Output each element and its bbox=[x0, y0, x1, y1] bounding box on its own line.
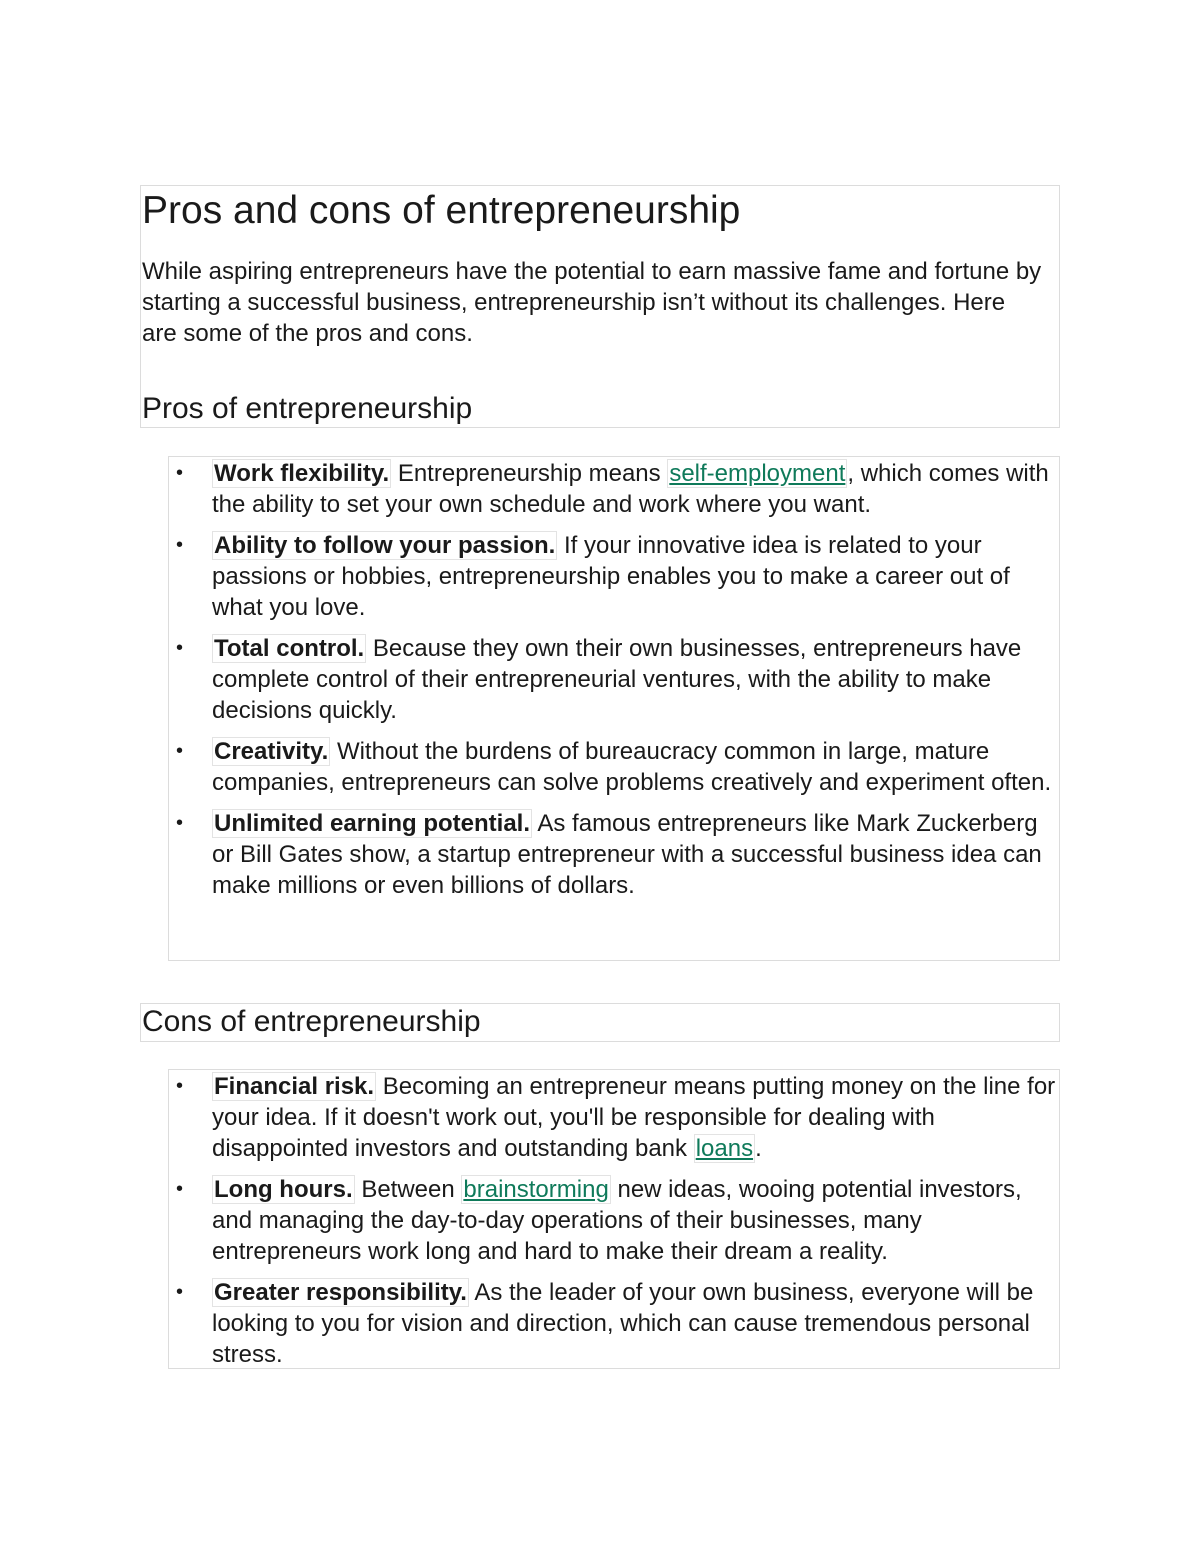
list-item bbox=[172, 458, 1060, 520]
item-text: Becoming an entrepreneur means putting money on the line for your idea. If it doesn't work out, you'll be responsible for dealing with disappointed investors and outstanding bank bbox=[212, 1073, 1056, 1162]
item-text: As famous entrepreneurs like Mark Zuckerberg or Bill Gates show, a startup entrepreneur with a successful business idea can make millions or even billions of dollars. bbox=[212, 810, 1042, 899]
item-term: Greater responsibility. bbox=[214, 1279, 467, 1306]
list-item bbox=[172, 808, 1060, 901]
bullet-icon: • bbox=[176, 637, 184, 659]
item-term: Work flexibility. bbox=[214, 460, 390, 487]
list-item bbox=[172, 633, 1060, 726]
cons-list bbox=[172, 1071, 1060, 1380]
intro-paragraph: While aspiring entrepreneurs have the potential to earn massive fame and fortune by starting a successful business, entrepreneurship isn’t without its challenges. Here are some of the pros and cons. bbox=[142, 258, 1042, 347]
list-item bbox=[172, 1071, 1060, 1164]
list-item bbox=[172, 1277, 1060, 1370]
brainstorming-link[interactable]: brainstorming bbox=[463, 1176, 609, 1203]
item-text: Between bbox=[354, 1176, 462, 1203]
item-text: Because they own their own businesses, entrepreneurs have complete control of their entrepreneurial ventures, with the ability to make decisions quickly. bbox=[212, 635, 1022, 724]
bullet-icon: • bbox=[176, 534, 184, 556]
bullet-icon: • bbox=[176, 1075, 184, 1097]
item-term: Creativity. bbox=[214, 738, 329, 765]
list-item bbox=[172, 530, 1060, 623]
list-item bbox=[172, 1174, 1060, 1267]
item-term: Ability to follow your passion. bbox=[214, 532, 556, 559]
bullet-icon: • bbox=[176, 740, 184, 762]
item-term: Unlimited earning potential. bbox=[214, 810, 531, 837]
self-employment-link[interactable]: self-employment bbox=[669, 460, 846, 487]
bullet-icon: • bbox=[176, 462, 184, 484]
item-text: If your innovative idea is related to your passions or hobbies, entrepreneurship enables you to make a career out of what you love. bbox=[212, 532, 1010, 621]
item-term: Total control. bbox=[214, 635, 365, 662]
list-item bbox=[172, 736, 1060, 798]
loans-link[interactable]: loans bbox=[695, 1135, 754, 1162]
pros-list bbox=[172, 458, 1060, 911]
item-term: Financial risk. bbox=[214, 1073, 375, 1100]
item-text: Without the burdens of bureaucracy common in large, mature companies, entrepreneurs can solve problems creatively and experiment often. bbox=[212, 738, 1052, 796]
item-term: Long hours. bbox=[214, 1176, 353, 1203]
bullet-icon: • bbox=[176, 1281, 184, 1303]
bullet-icon: • bbox=[176, 1178, 184, 1200]
bullet-icon: • bbox=[176, 812, 184, 834]
item-text: , which comes with the ability to set your own schedule and work where you want. bbox=[212, 460, 1049, 518]
item-text: . bbox=[755, 1135, 762, 1162]
item-text: Entrepreneurship means bbox=[391, 460, 668, 487]
item-text: new ideas, wooing potential investors, and managing the day-to-day operations of their businesses, many entrepreneurs work long and hard to make their dream a reality. bbox=[212, 1176, 1022, 1265]
cons-heading: Cons of entrepreneurship bbox=[142, 1005, 481, 1038]
pros-heading: Pros of entrepreneurship bbox=[142, 392, 473, 425]
item-text: As the leader of your own business, everyone will be looking to you for vision and direction, which can cause tremendous personal stress. bbox=[212, 1279, 1034, 1368]
page-title: Pros and cons of entrepreneurship bbox=[142, 189, 741, 232]
